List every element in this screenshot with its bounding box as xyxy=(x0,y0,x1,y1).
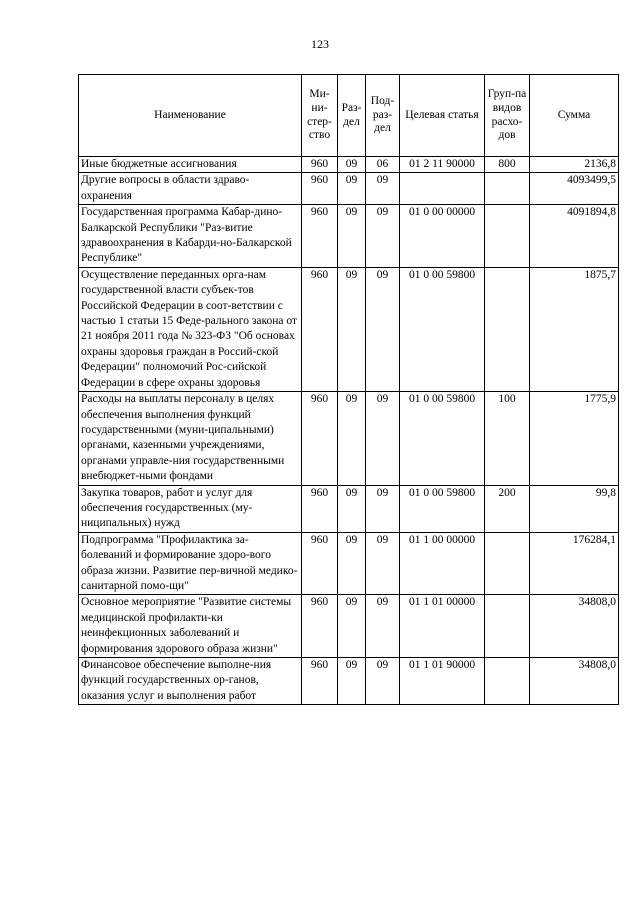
cell-target: 01 1 00 00000 xyxy=(400,532,485,595)
cell-section: 09 xyxy=(338,205,366,268)
cell-target: 01 0 00 59800 xyxy=(400,267,485,391)
cell-name: Основное мероприятие "Развитие системы медицинской профилакти-ки неинфекционных заболеваний и формирования здорового образа жизни" xyxy=(79,595,302,658)
table-row xyxy=(79,658,619,705)
table-row xyxy=(79,595,619,658)
cell-ministry: 960 xyxy=(302,267,338,391)
cell-expense-type xyxy=(485,532,530,595)
cell-amount: 99,8 xyxy=(530,485,619,532)
cell-name: Другие вопросы в области здраво-охранения xyxy=(79,173,302,205)
cell-subsection: 09 xyxy=(366,392,400,485)
cell-expense-type xyxy=(485,595,530,658)
cell-target: 01 1 01 00000 xyxy=(400,595,485,658)
cell-ministry: 960 xyxy=(302,205,338,268)
cell-ministry: 960 xyxy=(302,173,338,205)
cell-section: 09 xyxy=(338,595,366,658)
cell-name: Иные бюджетные ассигнования xyxy=(79,157,302,173)
cell-expense-type: 100 xyxy=(485,392,530,485)
cell-section: 09 xyxy=(338,157,366,173)
cell-ministry: 960 xyxy=(302,392,338,485)
cell-ministry: 960 xyxy=(302,595,338,658)
cell-expense-type: 800 xyxy=(485,157,530,173)
cell-name: Закупка товаров, работ и услуг для обеспечения государственных (му-ниципальных) нужд xyxy=(79,485,302,532)
header-expense-type: Груп-па видов расхо-дов xyxy=(485,75,530,157)
cell-target xyxy=(400,173,485,205)
table-header-row xyxy=(79,75,619,157)
cell-name: Финансовое обеспечение выполне-ния функций государственных ор-ганов, оказания услуг и выполнения работ xyxy=(79,658,302,705)
cell-subsection: 09 xyxy=(366,485,400,532)
cell-target: 01 0 00 59800 xyxy=(400,485,485,532)
cell-ministry: 960 xyxy=(302,658,338,705)
cell-expense-type xyxy=(485,267,530,391)
cell-target: 01 1 01 90000 xyxy=(400,658,485,705)
cell-subsection: 09 xyxy=(366,532,400,595)
cell-ministry: 960 xyxy=(302,485,338,532)
cell-expense-type xyxy=(485,205,530,268)
header-section: Раз-дел xyxy=(338,75,366,157)
table-row xyxy=(79,267,619,391)
cell-section: 09 xyxy=(338,485,366,532)
cell-name: Расходы на выплаты персоналу в целях обеспечения выполнения функций государственными (муни-ципальными) органами, казенными учреждениями, органами управле-ния государственными внебюджет-ными фондами xyxy=(79,392,302,485)
table-row xyxy=(79,532,619,595)
table-row xyxy=(79,485,619,532)
budget-table xyxy=(78,74,619,705)
header-amount: Сумма xyxy=(530,75,619,157)
cell-name: Государственная программа Кабар-дино-Балкарской Республики "Раз-витие здравоохранения в Кабарди-но-Балкарской Республике" xyxy=(79,205,302,268)
cell-expense-type xyxy=(485,658,530,705)
cell-subsection: 09 xyxy=(366,595,400,658)
cell-name: Осуществление переданных орга-нам государственной власти субъек-тов Российской Федерации в соот-ветствии с частью 1 статьи 15 Феде-рального закона от 21 ноября 2011 года № 323-ФЗ "Об основах охраны здоровья граждан в Россий-ской Федерации" полномочий Рос-сийской Федерации в сфере охраны здоровья xyxy=(79,267,302,391)
cell-expense-type xyxy=(485,173,530,205)
cell-subsection: 09 xyxy=(366,267,400,391)
cell-ministry: 960 xyxy=(302,532,338,595)
cell-subsection: 09 xyxy=(366,658,400,705)
cell-amount: 1775,9 xyxy=(530,392,619,485)
cell-expense-type: 200 xyxy=(485,485,530,532)
cell-subsection: 09 xyxy=(366,205,400,268)
cell-target: 01 2 11 90000 xyxy=(400,157,485,173)
cell-section: 09 xyxy=(338,173,366,205)
cell-amount: 176284,1 xyxy=(530,532,619,595)
cell-section: 09 xyxy=(338,658,366,705)
header-target: Целевая статья xyxy=(400,75,485,157)
cell-amount: 34808,0 xyxy=(530,658,619,705)
header-ministry: Ми-ни-стер-ство xyxy=(302,75,338,157)
header-subsection: Под-раз-дел xyxy=(366,75,400,157)
cell-section: 09 xyxy=(338,267,366,391)
cell-ministry: 960 xyxy=(302,157,338,173)
cell-subsection: 09 xyxy=(366,173,400,205)
header-name: Наименование xyxy=(79,75,302,157)
cell-section: 09 xyxy=(338,392,366,485)
cell-amount: 34808,0 xyxy=(530,595,619,658)
cell-amount: 4091894,8 xyxy=(530,205,619,268)
cell-name: Подпрограмма "Профилактика за-болеваний и формирование здоро-вого образа жизни. Развитие пер-вичной медико-санитарной помо-щи" xyxy=(79,532,302,595)
cell-amount: 4093499,5 xyxy=(530,173,619,205)
cell-amount: 1875,7 xyxy=(530,267,619,391)
table-row xyxy=(79,205,619,268)
table-row xyxy=(79,173,619,205)
cell-target: 01 0 00 00000 xyxy=(400,205,485,268)
cell-subsection: 06 xyxy=(366,157,400,173)
cell-target: 01 0 00 59800 xyxy=(400,392,485,485)
page-number: 123 xyxy=(311,37,329,51)
cell-amount: 2136,8 xyxy=(530,157,619,173)
cell-section: 09 xyxy=(338,532,366,595)
table-row xyxy=(79,392,619,485)
table-row xyxy=(79,157,619,173)
